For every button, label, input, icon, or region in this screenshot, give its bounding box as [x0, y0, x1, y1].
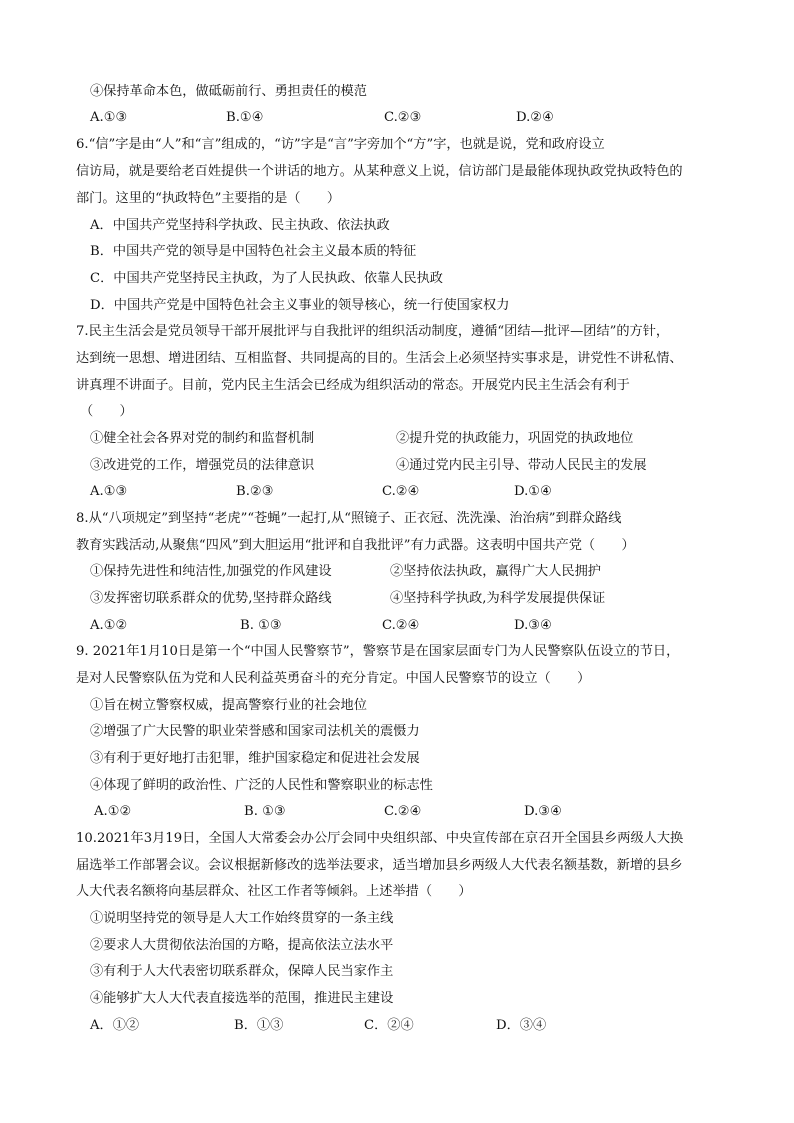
q7-option-c: C.②④ [382, 484, 420, 499]
q9-options [90, 803, 730, 821]
q5-option-c: C.②③ [384, 110, 422, 125]
q5-option-a: A.①③ [90, 110, 128, 125]
q8-option-a: A.①② [90, 618, 128, 633]
q6-choice-b: B．中国共产党的领导是中国特色社会主义最本质的特征 [90, 244, 417, 259]
q6-choice-a: A．中国共产党坚持科学执政、民主执政、依法执政 [90, 218, 390, 233]
q6-stem-line-1: 6.“信”字是由“人”和“言”组成的，“访”字是“言”字旁加个“方”字，也就是说，党和政府设立 [76, 137, 605, 152]
q7-option-b: B.②③ [236, 484, 274, 499]
q9-option-b: B. ①③ [244, 804, 286, 819]
q10-stem-line-3: 人大代表名额将向基层群众、社区工作者等倾斜。上述举措（ ） [76, 884, 472, 899]
q7-option-d: D.①④ [514, 484, 552, 499]
q10-stem-line-1: 10.2021年3月19日，全国人大常委会办公厅会同中央组织部、中央宣传部在京召开全国县乡两级人大换 [76, 831, 684, 846]
q5-option-b: B.①④ [226, 110, 264, 125]
q6-choice-c: C．中国共产党坚持民主执政，为了人民执政、依靠人民执政 [90, 271, 443, 286]
q9-item-4: ④体现了鲜明的政治性、广泛的人民性和警察职业的标志性 [90, 778, 433, 793]
q8-option-b: B. ①③ [240, 618, 282, 633]
q8-items-row-1 [90, 563, 730, 581]
q10-option-c: C．②④ [364, 1018, 414, 1033]
q7-item-4: ④通过党内民主引导、带动人民民主的发展 [396, 458, 647, 473]
q10-stem-line-2: 届选举工作部署会议。会议根据新修改的选举法要求，适当增加县乡两级人大代表名额基数，新增的县乡 [76, 858, 683, 873]
q10-option-a: A．①② [90, 1018, 140, 1033]
q8-option-c: C.②④ [382, 618, 420, 633]
q9-item-1: ①旨在树立警察权威，提高警察行业的社会地位 [90, 698, 367, 713]
q7-stem-line-3: 讲真理不讲面子。目前，党内民主生活会已经成为组织活动的常态。开展党内民主生活会有利于 [76, 378, 630, 393]
q9-option-d: D.③④ [524, 804, 562, 819]
q9-item-2: ②增强了广大民警的职业荣誉感和国家司法机关的震慑力 [90, 724, 420, 739]
q7-item-1: ①健全社会各界对党的制约和监督机制 [90, 431, 315, 446]
q9-item-3: ③有利于更好地打击犯罪，维护国家稳定和促进社会发展 [90, 751, 420, 766]
q7-items-row-1 [90, 430, 730, 448]
q7-item-3: ③改进党的工作，增强党员的法律意识 [90, 458, 315, 473]
q7-options [90, 483, 730, 501]
q8-item-4: ④坚持科学执政,为科学发展提供保证 [390, 591, 606, 606]
q7-stem-line-2: 达到统一思想、增进团结、互相监督、共同提高的目的。生活会上必须坚持实事求是，讲党性不讲私情、 [76, 351, 683, 366]
q8-items-row-2 [90, 590, 730, 608]
q10-item-4: ④能够扩大人大代表直接选举的范围，推进民主建设 [90, 991, 394, 1006]
q8-options [90, 617, 730, 635]
q8-item-3: ③发挥密切联系群众的优势,坚持群众路线 [90, 591, 332, 606]
q10-options [90, 1017, 730, 1035]
q8-option-d: D.③④ [514, 618, 552, 633]
q8-stem-line-1: 8.从“八项规定”到坚持“老虎”“苍蝇”一起打,从“照镜子、正衣冠、洗洗澡、治治病”到群众路线 [76, 511, 622, 526]
q10-item-1: ①说明坚持党的领导是人大工作始终贯穿的一条主线 [90, 911, 394, 926]
q9-stem-line-2: 是对人民警察队伍为党和人民利益英勇奋斗的充分肯定。中国人民警察节的设立（ ） [76, 671, 591, 686]
q7-items-row-2 [90, 457, 730, 475]
q10-item-3: ③有利于人大代表密切联系群众，保障人民当家作主 [90, 964, 394, 979]
q6-choice-d: D．中国共产党是中国特色社会主义事业的领导核心，统一行使国家权力 [90, 298, 510, 313]
q8-item-1: ①保持先进性和纯洁性,加强党的作风建设 [90, 564, 332, 579]
q5-option-d: D.②④ [516, 110, 554, 125]
q10-item-2: ②要求人大贯彻依法治国的方略，提高依法立法水平 [90, 938, 394, 953]
q8-item-2: ②坚持依法执政，赢得广大人民拥护 [390, 564, 601, 579]
q6-stem-line-2: 信访局，就是要给老百姓提供一个讲话的地方。从某种意义上说，信访部门是最能体现执政党执政特色的 [76, 164, 683, 179]
q5-item-4: ④保持革命本色，做砥砺前行、勇担责任的模范 [90, 84, 367, 99]
q9-option-a: A.①② [94, 804, 132, 819]
q10-option-b: B．①③ [234, 1018, 284, 1033]
q7-stem-line-4: （ ） [80, 404, 133, 419]
q7-stem-line-1: 7.民主生活会是党员领导干部开展批评与自我批评的组织活动制度，遵循“团结—批评—团结”的方针， [76, 324, 670, 339]
q7-item-2: ②提升党的执政能力，巩固党的执政地位 [396, 431, 634, 446]
q9-stem-line-1: 9. 2021年1月10日是第一个“中国人民警察节”，警察节是在国家层面专门为人民警察队伍设立的节日， [76, 644, 680, 659]
q5-options [90, 109, 730, 127]
q7-option-a: A.①③ [90, 484, 128, 499]
q6-stem-line-3: 部门。这里的“执政特色”主要指的是（ ） [76, 191, 341, 206]
q9-option-c: C.②④ [384, 804, 422, 819]
q8-stem-line-2: 教育实践活动,从聚焦“四风”到大胆运用“批评和自我批评”有力武器。这表明中国共产党（ ） [76, 538, 635, 553]
q10-option-d: D．③④ [496, 1018, 547, 1033]
